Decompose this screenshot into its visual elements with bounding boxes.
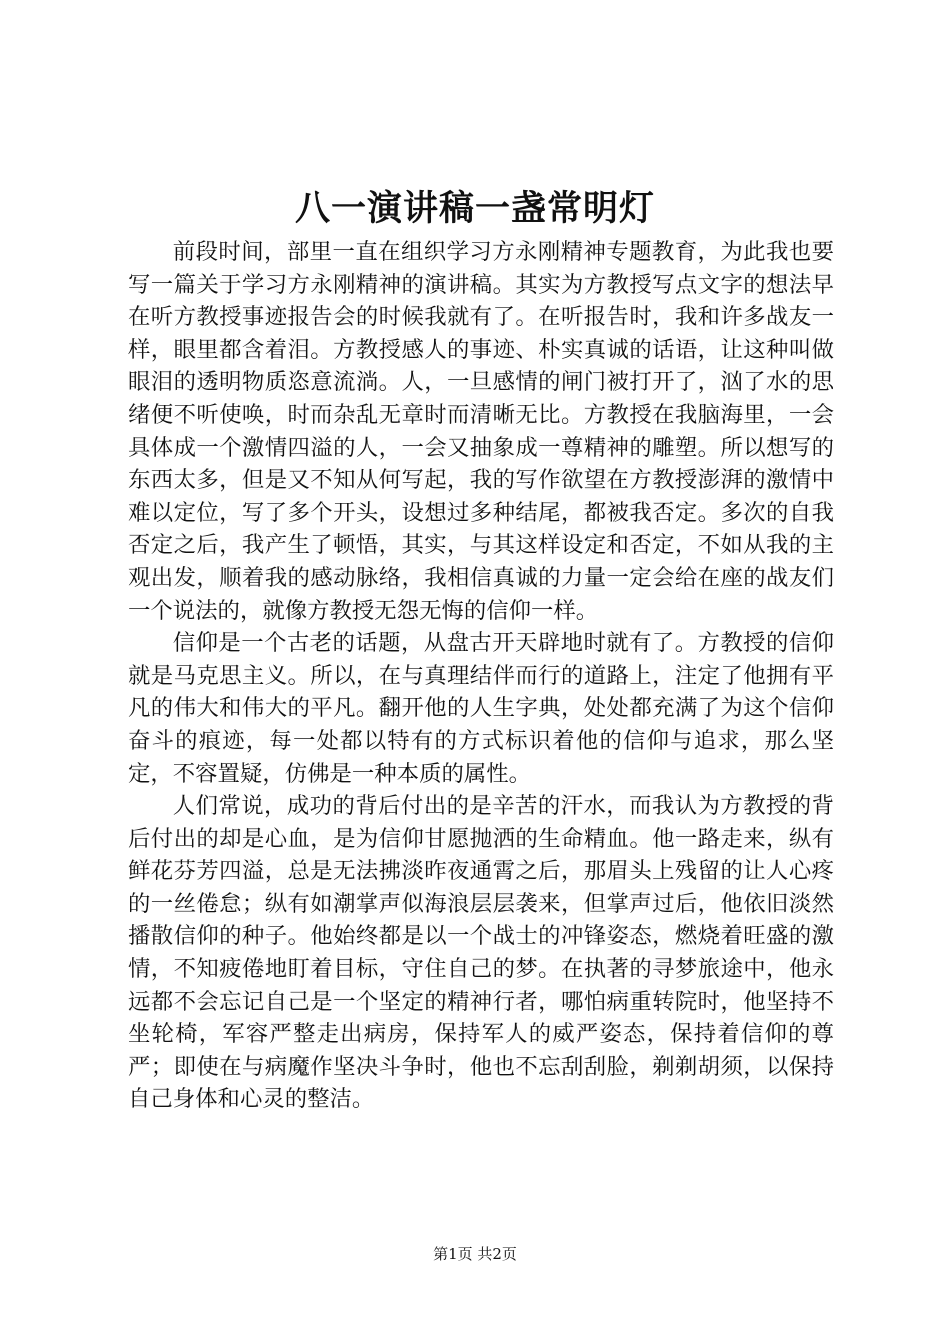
paragraph: 前段时间，部里一直在组织学习方永刚精神专题教育，为此我也要写一篇关于学习方永刚精神的演讲稿。其实为方教授写点文字的想法早在听方教授事迹报告会的时候我就有了。在听报告时，我和许多战友一样，眼里都含着泪。方教授感人的事迹、朴实真诚的话语，让这种叫做眼泪的透明物质恣意流淌。人，一旦感情的闸门被打开了，汹了水的思绪便不听使唤，时而杂乱无章时而清晰无比。方教授在我脑海里，一会具体成一个激情四溢的人，一会又抽象成一尊精神的雕塑。所以想写的东西太多，但是又不知从何写起，我的写作欲望在方教授澎湃的激情中难以定位，写了多个开头，设想过多种结尾，都被我否定。多次的自我否定之后，我产生了顿悟，其实，与其这样设定和否定，不如从我的主观出发，顺着我的感动脉络，我相信真诚的力量一定会给在座的战友们一个说法的，就像方教授无怨无悔的信仰一样。 [128,239,834,624]
paragraph: 信仰是一个古老的话题，从盘古开天辟地时就有了。方教授的信仰就是马克思主义。所以，在与真理结伴而行的道路上，注定了他拥有平凡的伟大和伟大的平凡。翻开他的人生字典，处处都充满了为这个信仰奋斗的痕迹，每一处都以特有的方式标识着他的信仰与追求，那么坚定，不容置疑，仿佛是一种本质的属性。 [128,630,834,787]
page-footer: 第1页 共2页 [433,1245,517,1263]
paragraph: 人们常说，成功的背后付出的是辛苦的汗水，而我认为方教授的背后付出的却是心血，是为信仰甘愿抛洒的生命精血。他一路走来，纵有鲜花芬芳四溢，总是无法拂淡昨夜通霄之后，那眉头上残留的让人心疼的一丝倦怠；纵有如潮掌声似海浪层层袭来，但掌声过后，他依旧淡然播散信仰的种子。他始终都是以一个战士的冲锋姿态，燃烧着旺盛的激情，不知疲倦地盯着目标，守住自己的梦。在执著的寻梦旅途中，他永远都不会忘记自己是一个坚定的精神行者，哪怕病重转院时，他坚持不坐轮椅，军容严整走出病房，保持军人的威严姿态，保持着信仰的尊严；即使在与病魔作坚决斗争时，他也不忘刮刮脸，剃剃胡须，以保持自己身体和心灵的整洁。 [128,793,834,1113]
document-title: 八一演讲稿一盏常明灯 [294,188,655,229]
document-body [128,236,834,1116]
